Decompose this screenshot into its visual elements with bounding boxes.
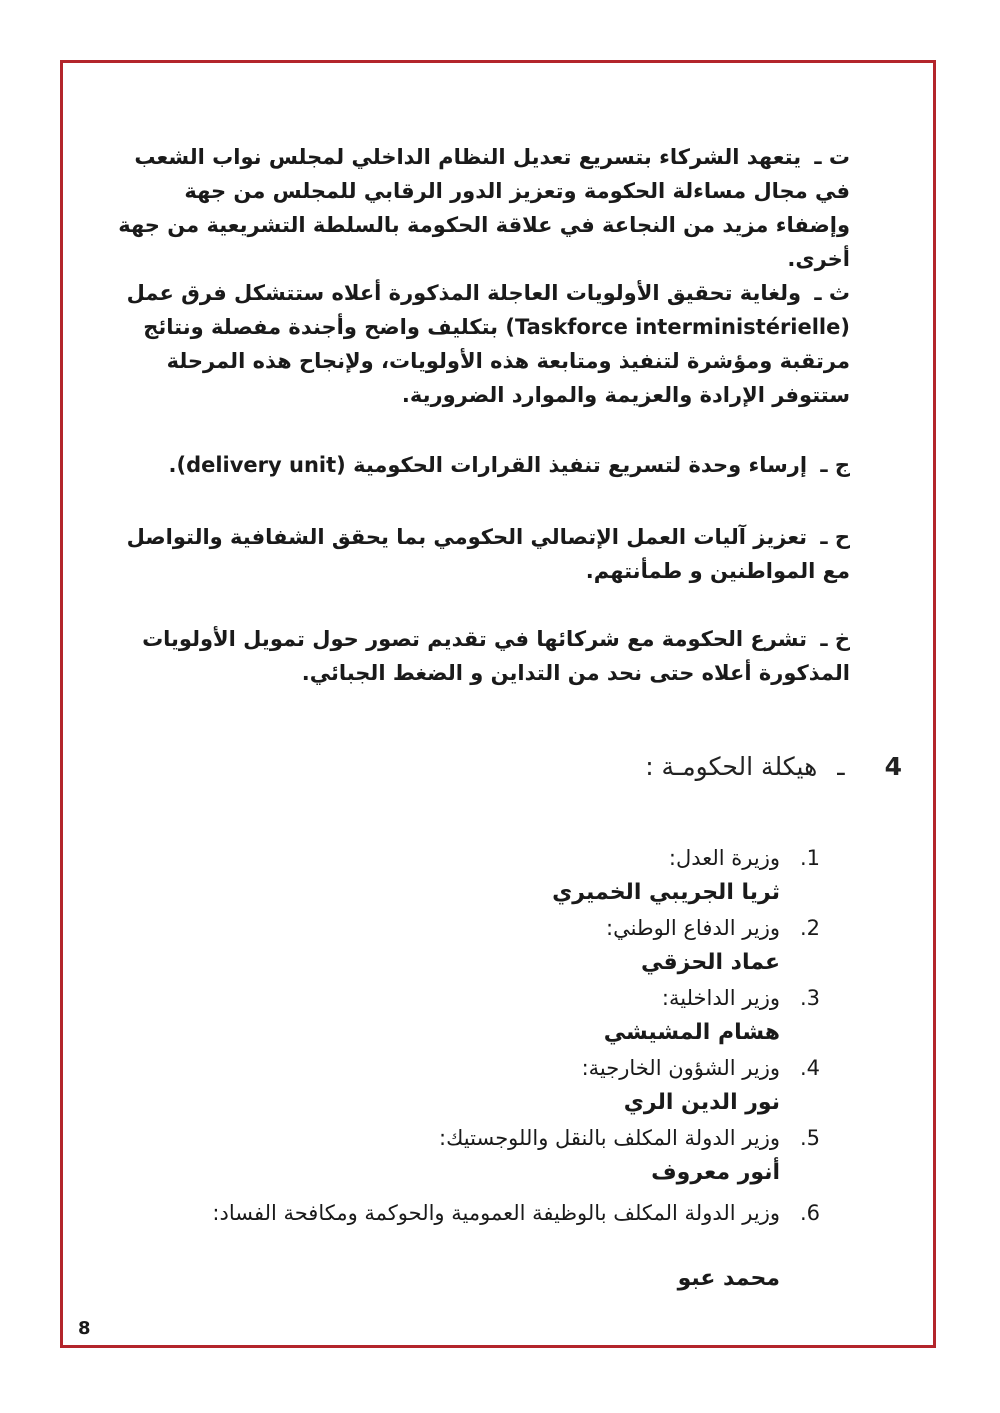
minister-name-4: نور الدين الري	[623, 1090, 780, 1115]
post-title: وزير الدولة المكلف بالوظيفة العمومية والحوكمة ومكافحة الفساد:	[212, 1201, 780, 1225]
paragraph-tha	[110, 276, 850, 412]
list-index: 4.	[799, 1056, 820, 1080]
paragraph-label: ح ـ	[820, 525, 850, 549]
page-number: 8	[78, 1318, 91, 1339]
minister-name-2: عماد الحزقي	[641, 950, 780, 975]
paragraph-label: ت ـ	[814, 145, 850, 169]
paragraph-text: يتعهد الشركاء بتسريع تعديل النظام الداخلي لمجلس نواب الشعب في مجال مساءلة الحكومة وتعزيز الدور الرقابي للمجلس من جهة وإضفاء مزيد من النجاعة في علاقة الحكومة بالسلطة التشريعية من جهة أخرى.	[118, 145, 850, 271]
list-index: 6.	[799, 1201, 820, 1225]
minister-post-1	[669, 846, 820, 870]
list-index: 5.	[799, 1126, 820, 1150]
minister-name-6: محمد عبو	[677, 1266, 780, 1291]
minister-post-5	[439, 1126, 820, 1150]
minister-post-4	[582, 1056, 820, 1080]
post-title: وزيرة العدل:	[668, 846, 780, 870]
section-heading	[645, 752, 902, 781]
section-dash: ـ	[837, 752, 845, 781]
paragraph-text: تشرع الحكومة مع شركائها في تقديم تصور حول تمويل الأولويات المذكورة أعلاه حتى نحد من التداين و الضغط الجبائي.	[142, 627, 850, 685]
paragraph-text: تعزيز آليات العمل الإتصالي الحكومي بما يحقق الشفافية والتواصل مع المواطنين و طمأنتهم.	[126, 525, 850, 583]
post-title: وزير الدفاع الوطني:	[606, 916, 780, 940]
section-number: 4	[884, 752, 902, 781]
paragraph-label: ج ـ	[820, 453, 850, 477]
paragraph-label: خ ـ	[820, 627, 850, 651]
paragraph-jim	[110, 448, 850, 482]
list-index: 1.	[799, 846, 820, 870]
post-title: وزير الدولة المكلف بالنقل واللوجستيك:	[439, 1126, 780, 1150]
post-title: وزير الشؤون الخارجية:	[581, 1056, 780, 1080]
paragraph-text: ولغاية تحقيق الأولويات العاجلة المذكورة أعلاه ستتشكل فرق عمل (Taskforce interministérielle) بتكليف واضح وأجندة مفصلة ونتائج مرتقبة ومؤشرة لتنفيذ ومتابعة هذه الأولويات، ولإنجاح هذه المرحلة ستتوفر الإرادة والعزيمة والموارد الضرورية.	[126, 281, 850, 407]
minister-name-3: هشام المشيشي	[603, 1020, 780, 1045]
paragraph-kha	[110, 622, 850, 690]
section-title: هيكلة الحكومـة :	[645, 752, 818, 781]
list-index: 2.	[799, 916, 820, 940]
minister-post-3	[662, 986, 820, 1010]
paragraph-ha	[110, 520, 850, 588]
minister-name-1: ثريا الجريبي الخميري	[552, 880, 780, 905]
list-index: 3.	[799, 986, 820, 1010]
paragraph-ta	[110, 140, 850, 276]
minister-post-2	[606, 916, 820, 940]
paragraph-text: إرساء وحدة لتسريع تنفيذ القرارات الحكومية (delivery unit).	[168, 453, 808, 477]
minister-name-5: أنور معروف	[651, 1160, 780, 1185]
post-title: وزير الداخلية:	[661, 986, 780, 1010]
minister-post-6	[130, 1196, 820, 1230]
paragraph-label: ث ـ	[814, 281, 850, 305]
